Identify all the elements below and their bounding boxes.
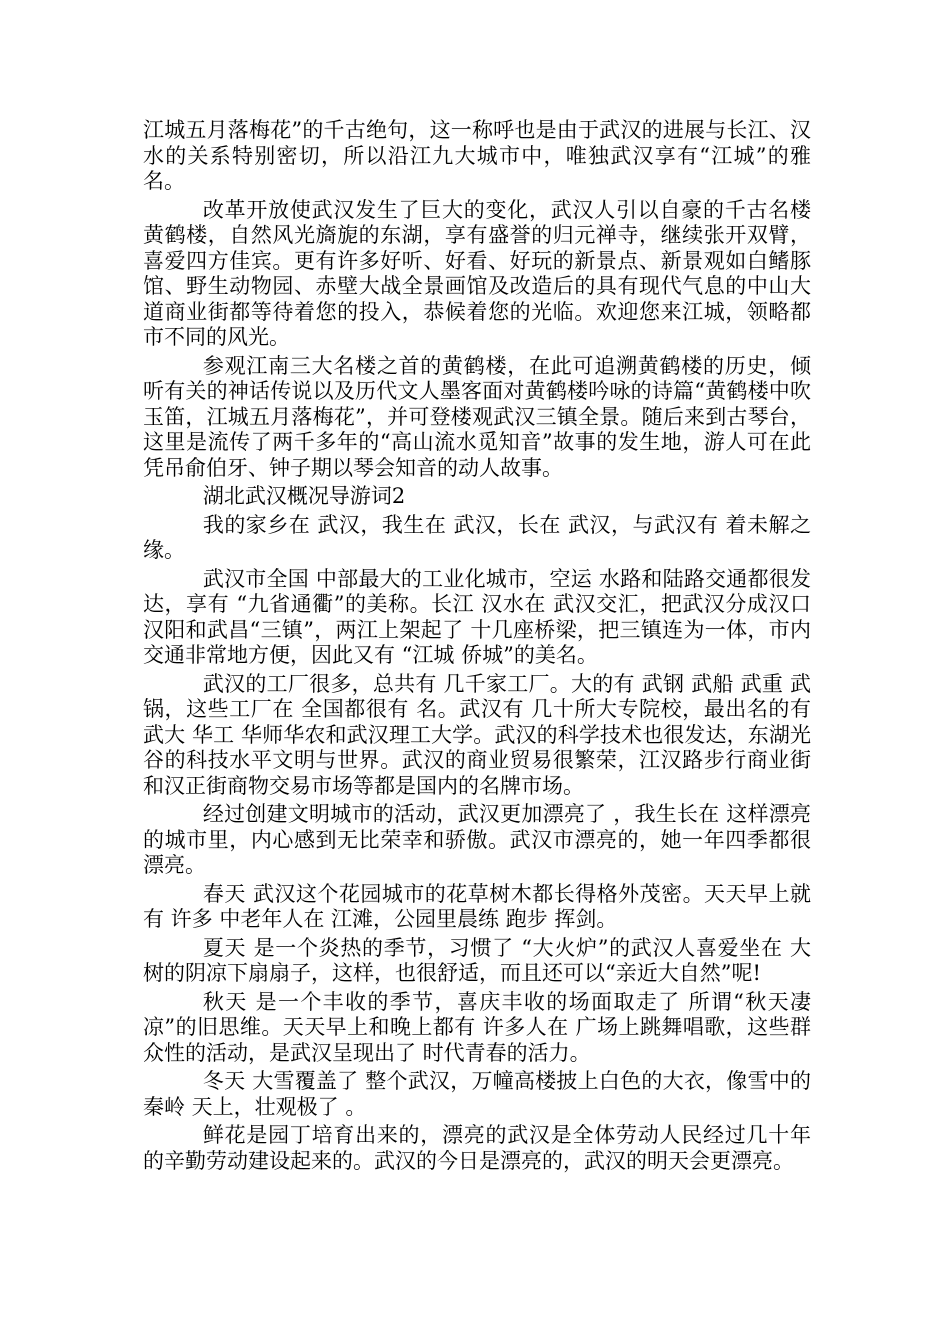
paragraph-conclusion: 鲜花是园丁培育出来的，漂亮的武汉是全体劳动人民经过几十年的辛勤劳动建设起来的。武汉的今日是漂亮的，武汉的明天会更漂亮。 <box>143 1123 811 1173</box>
paragraph-yellow-crane-tower: 参观江南三大名楼之首的黄鹤楼，在此可追溯黄鹤楼的历史，倾听有关的神话传说以及历代文人墨客面对黄鹤楼吟咏的诗篇“黄鹤楼中吹玉笛，江城五月落梅花”，并可登楼观武汉三镇全景。随后来到古琴台，这里是流传了两千多年的“高山流水觅知音”故事的发生地，游人可在此凭吊俞伯牙、钟子期以琴会知音的动人故事。 <box>143 353 811 480</box>
paragraph-summer: 夏天 是一个炎热的季节，习惯了 “大火炉”的武汉人喜爱坐在 大树的阴凉下扇扇子，这样，也很舒适，而且还可以“亲近大自然”呢! <box>143 935 811 985</box>
section-heading: 湖北武汉概况导游词2 <box>202 484 406 508</box>
paragraph-hometown: 我的家乡在 武汉，我生在 武汉，长在 武汉，与武汉有 着未解之缘。 <box>143 512 811 562</box>
paragraph-winter: 冬天 大雪覆盖了 整个武汉，万幢高楼披上白色的大衣，像雪中的秦岭 天上，壮观极了 。 <box>143 1069 811 1119</box>
paragraph-industry: 武汉的工厂很多，总共有 几千家工厂。大的有 武钢 武船 武重 武锅，这些工厂在 全国都很有 名。武汉有 几十所大专院校，最出名的有 武大 华工 华师华农和武汉理工大学。武汉的科学技术也很发达，东湖光谷的科技水平文明与世界。武汉的商业贸易很繁荣，江汉路步行商业街和汉正街商物交易市场等都是国内的名牌市场。 <box>143 671 818 798</box>
paragraph-civilized-city: 经过创建文明城市的活动，武汉更加漂亮了 ，我生长在 这样漂亮的城市里，内心感到无比荣幸和骄傲。武汉市漂亮的，她一年四季都很漂亮。 <box>143 802 811 877</box>
paragraph-transport: 武汉市全国 中部最大的工业化城市，空运 水路和陆路交通都很发达，享有 “九省通衢”的美称。长江 汉水在 武汉交汇，把武汉分成汉口汉阳和武昌“三镇”，两江上架起了 十几座桥梁，把三镇连为一体，市内交通非常地方便，因此又有 “江城 侨城”的美名。 <box>143 566 811 667</box>
paragraph-reform: 改革开放使武汉发生了巨大的变化，武汉人引以自豪的千古名楼黄鹤楼，自然风光旖旎的东湖，享有盛誉的归元禅寺，继续张开双臂，喜爱四方佳宾。更有许多好听、好看、好玩的新景点、新景观如白鳍豚馆、野生动物园、赤壁大战全景画馆及改造后的具有现代气息的中山大道商业街都等待着您的投入，恭候着您的光临。欢迎您来江城，领略都市不同的风光。 <box>143 197 811 349</box>
document-page <box>143 118 818 1177</box>
paragraph-continuation: 江城五月落梅花”的千古绝句，这一称呼也是由于武汉的进展与长江、汉水的关系特别密切，所以沿江九大城市中，唯独武汉享有“江城”的雅名。 <box>143 118 811 193</box>
paragraph-spring: 春天 武汉这个花园城市的花草树木都长得格外茂密。天天早上就有 许多 中老年人在 江滩，公园里晨练 跑步 挥剑。 <box>143 881 811 931</box>
paragraph-autumn: 秋天 是一个丰收的季节，喜庆丰收的场面取走了 所谓“秋天凄凉”的旧思维。天天早上和晚上都有 许多人在 广场上跳舞唱歌，这些群众性的活动，是武汉呈现出了 时代青春的活力。 <box>143 989 811 1065</box>
